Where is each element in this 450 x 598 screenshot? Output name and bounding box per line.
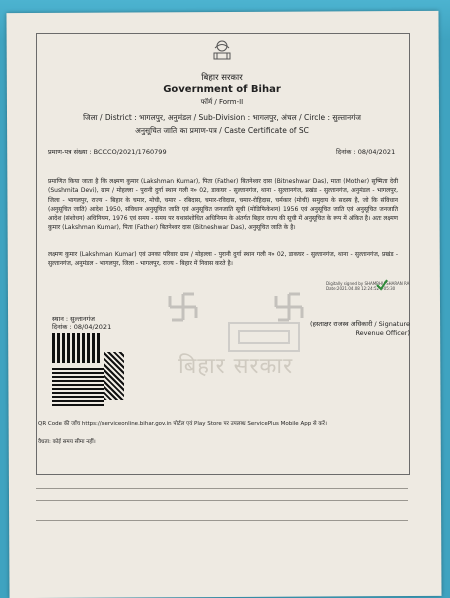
certificate-body-paragraph: प्रमाणित किया जाता है कि लक्ष्मण कुमार (Lakshman Kumar), पिता (Father) बितनेश्वर दास (Bitneshwar Das), माता (Mother) सुष्मिता देवी (Sushmita Devi), ग्राम / मोहल्ला - पुरानी दुर्गा स्थान गली न० 02, डाकघर - सुल्तानगंज, थाना - सुल्तानगंज, प्रखंड - सुल्तानगंज, अनुमंडल - भागलपुर, जिला - भागलपुर, राज्य - बिहार के चमार, मोची, चमार - रबिदास, चमार-रविदास, चमार-रोहिदास, चर्मकार (मोची) समुदाय के सदस्य है, जो कि संविधान (अनुसूचित जाति) आदेश 1950, संविधान अनुसूचित जाति एवं अनुसूचित जनजाति सूची (मोडिफिकेशन) 1956 एवं अनुसूचित जाति एवं अनुसूचित जनजाति आदेश (संशोधन) अधिनियम, 1976 एवं समय - समय पर यथासंशोधित अधिनियम के अंतर्गत बिहार राज्य की सूची में अनुसूचित के रूप में अंकित है। अतः लक्ष्मण कुमार (Lakshman Kumar), पिता (Father) बितनेश्वर दास (Bitneshwar Das), अनुसूचित जाति के है। <box>48 178 398 232</box>
qr-code-small <box>52 333 100 363</box>
place-line: स्थान : सुल्तानगंज <box>52 315 95 323</box>
signature-valid-check-icon <box>375 278 389 292</box>
digital-signature-name: Digitally signed by SHAMBHU SHARAN RA <box>326 281 410 286</box>
digital-signature-block <box>326 281 409 291</box>
qr-code-large <box>52 366 104 406</box>
watermark-text: बिहार सरकार <box>178 354 294 379</box>
qr-verification-note: QR Code की जाँच https://serviceonline.bihar.gov.in पोर्टल एवं Play Store पर उपलब्ध ServicePlus Mobile App से करें। <box>38 421 327 427</box>
divider-line <box>36 520 408 521</box>
form-label: फॉर्म / Form-II <box>200 98 244 106</box>
swastika-watermark-icon <box>166 290 200 324</box>
qr-code-right <box>104 352 124 400</box>
issue-date: दिनांक : 08/04/2021 <box>336 148 396 156</box>
district-line: जिला / District : भागलपुर, अनुमंडल / Sub-Division : भागलपुर, अंचल / Circle : सुल्तानगंज <box>83 113 361 122</box>
digital-signature-date: Date:2021.04.08 12:24:52 +05:30 <box>326 286 396 291</box>
title-hindi: बिहार सरकार <box>201 73 243 83</box>
caste-certificate-heading: अनुसूचित जाति का प्रमाण-पत्र / Caste Certificate of SC <box>135 126 309 135</box>
swastika-watermark-icon <box>272 290 306 324</box>
divider-line <box>36 500 408 501</box>
revenue-officer-signature: (हस्ताक्षर राजस्व अधिकारी / Signature Revenue Officer) <box>309 320 410 337</box>
bihar-emblem-icon <box>205 38 239 64</box>
title-english: Government of Bihar <box>163 84 281 95</box>
divider-line <box>36 488 408 489</box>
residence-paragraph: लक्ष्मण कुमार (Lakshman Kumar) एवं उनका परिवार ग्राम / मोहल्ला - पुरानी दुर्गा स्थान गली न० 02, डाकघर - सुल्तानगंज, थाना - सुल्तानगंज, प्रखंड - सुल्तानगंज, अनुमंडल - भागलपुर, जिला - भागलपुर, राज्य - बिहार में निवास करते है। <box>48 251 398 268</box>
place-date-line: दिनांक : 08/04/2021 <box>52 323 112 331</box>
validity-note: वैधता: कोई समय सीमा नहीं। <box>38 439 96 445</box>
certificate-number: प्रमाण-पत्र संख्या : BCCCO/2021/1760799 <box>48 148 167 156</box>
seal-watermark-inner <box>238 330 290 344</box>
